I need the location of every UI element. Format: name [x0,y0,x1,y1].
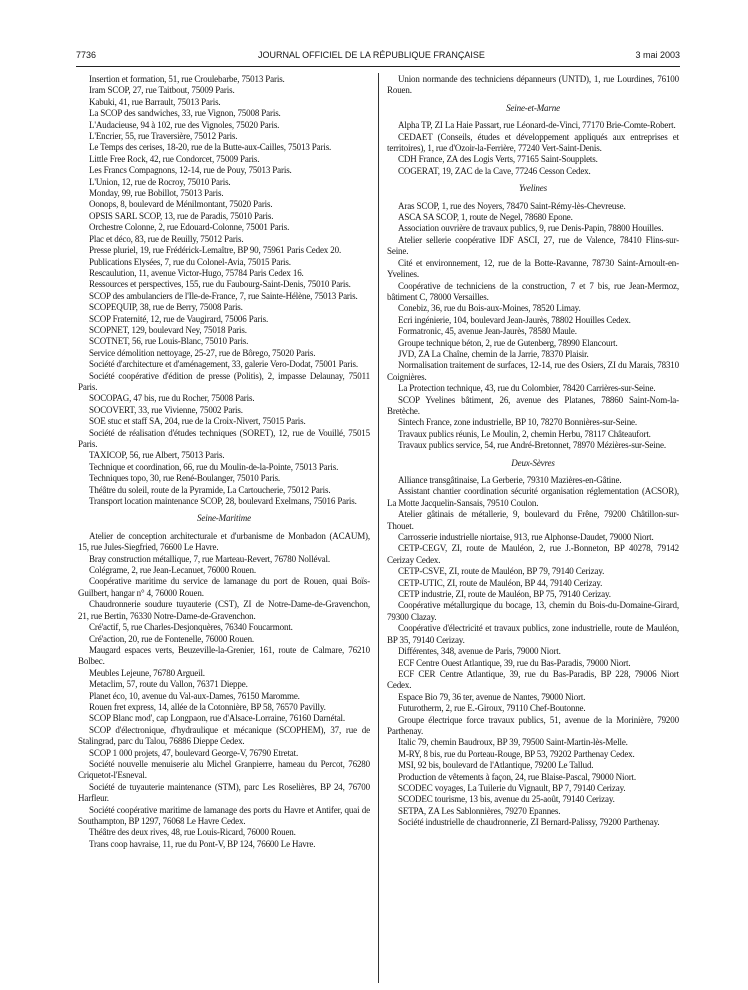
directory-entry: SOE stuc et staff SA, 204, rue de la Croix-Nivert, 75015 Paris. [89,416,306,427]
directory-entry: Travaux publics service, 54, rue André-Bretonnet, 78970 Mézières-sur-Seine. [398,440,666,451]
directory-entry: Trans coop havraise, 11, rue du Pont-V, BP 124, 76600 Le Havre. [89,838,316,849]
directory-entry: SCODEC tourisme, 13 bis, avenue du 25-août, 79140 Cerizay. [398,794,615,805]
directory-entry: Atelier de conception architecturale et d'urbanisme de Monbadon (ACAUM), 15, rue Jules-Siegfried, 76600 Le Havre. [78,530,370,553]
directory-entry: Carrosserie industrielle niortaise, 913, rue Alphonse-Daudet, 79000 Niort. [398,532,654,543]
directory-entry: Société de réalisation d'études techniques (SORET), 12, rue de Vouillé, 75015 Paris. [78,427,370,449]
directory-entry: Théâtre des deux rives, 48, rue Louis-Ricard, 76000 Rouen. [89,827,296,838]
directory-entry: SCOP d'électronique, d'hydraulique et mécanique (SCOPHEM), 37, rue de Stalingrad, parc du Talou, 76886 Dieppe Cedex. [78,724,370,747]
directory-entry: Société nouvelle menuiserie alu Michel Granpierre, hameau du Percot, 76280 Criquetot-l'Esneval. [78,758,370,781]
directory-entry: La SCOP des sandwiches, 33, rue Vignon, 75008 Paris. [89,108,281,119]
directory-entry: Société d'architecture et d'aménagement, 33, galerie Vero-Dodat, 75001 Paris. [89,359,358,370]
directory-entry: CDH France, ZA des Logis Verts, 77165 Saint-Soupplets. [398,154,598,165]
directory-entry: CETP-CSVE, ZI, route de Mauléon, BP 79, 79140 Cerizay. [398,566,605,577]
directory-entry: SCOP Yvelines bâtiment, 26, avenue des Platanes, 78860 Saint-Nom-la-Bretèche. [387,394,679,416]
directory-entry: SETPA, ZA Les Sablonnières, 79270 Epannes. [398,805,561,816]
directory-entry: Conebiz, 36, rue du Bois-aux-Moines, 78520 Limay. [398,303,581,314]
directory-entry: SCOP 1 000 projets, 47, boulevard George-V, 76790 Etretat. [89,747,299,758]
directory-entry: Service démolition nettoyage, 25-27, rue de Bôrego, 75020 Paris. [89,347,316,358]
directory-entry: Assistant chantier coordination sécurité organisation réglementation (ACSOR), La Motte Jacquelin-Sansais, 79510 Coulon. [387,486,679,508]
directory-entry: Metaclim, 57, route du Vallon, 76371 Dieppe. [89,679,248,690]
directory-entry: Atelier gâtinais de métallerie, 9, boulevard du Frêne, 79200 Châtillon-sur-Thouet. [387,509,679,531]
directory-entry: Techniques topo, 30, rue René-Boulanger, 75010 Paris. [89,473,281,484]
directory-entry: Technique et coordination, 66, rue du Moulin-de-la-Pointe, 75013 Paris. [89,461,339,472]
directory-entry: SOCOPAG, 47 bis, rue du Rocher, 75008 Paris. [89,393,255,404]
directory-entry: Chaudronnerie soudure tuyauterie (CST), ZI de Notre-Dame-de-Gravenchon, 21, rue Bertin, 76330 Notre-Dame-de-Gravenchon. [78,599,370,621]
directory-entry: Cré'actif, 5, rue Charles-Desjonquères, 76340 Foucarmont. [89,622,293,633]
right-column [387,74,679,829]
directory-entry: Kabuki, 41, rue Barrault, 75013 Paris. [89,96,221,107]
directory-entry: CEDAET (Conseils, études et développement appliqués aux entreprises et territoires), 1, rue d'Ozoir-la-Ferrière, 77240 Vert-Saint-Denis. [387,131,679,154]
directory-entry: Société de tuyauterie maintenance (STM), parc Les Roselières, BP 24, 76700 Harfleur. [78,781,370,804]
page-number: 7736 [76,50,97,60]
entry-list-seine-et-marne [387,120,679,177]
directory-entry: Plac et déco, 83, rue de Reuilly, 75012 Paris. [89,233,244,244]
directory-entry: L'Union, 12, rue de Rocroy, 75010 Paris. [89,176,231,187]
directory-entry: MSI, 92 bis, boulevard de l'Atlantique, 79200 Le Tallud. [398,760,594,771]
directory-entry: Le Temps des cerises, 18-20, rue de la Butte-aux-Cailles, 75013 Paris. [89,142,332,153]
directory-entry: Coopérative de techniciens de la construction, 7 et 7 bis, rue Jean-Mermoz, bâtiment C, 78000 Versailles. [387,280,679,302]
directory-entry: Oonops, 8, boulevard de Ménilmontant, 75020 Paris. [89,199,273,210]
directory-entry: CETP-CEGV, ZI, route de Mauléon, 2, rue J.-Bonneton, BP 40278, 79142 Cerizay Cedex. [387,543,679,565]
directory-entry: L'Encrier, 55, rue Traversière, 75012 Paris. [89,131,238,142]
directory-entry: L'Audacieuse, 94 à 102, rue des Vignoles, 75020 Paris. [89,119,280,130]
directory-entry: Italic 79, chemin Baudroux, BP 39, 79500 Saint-Martin-lès-Melle. [398,737,628,748]
directory-entry: Coopérative maritime du service de lamanage du port de Rouen, quai Boïs-Guilbert, hangar n° 4, 76000 Rouen. [78,576,370,598]
directory-entry: Cité et environnement, 12, rue de la Botte-Ravanne, 78730 Saint-Arnoult-en-Yvelines. [387,257,679,280]
heading-yvelines: Yvelines [519,183,547,194]
directory-entry: Iram SCOP, 27, rue Taitbout, 75009 Paris. [89,85,235,96]
directory-entry: Ressources et perspectives, 155, rue du Faubourg-Saint-Denis, 75010 Paris. [89,279,351,290]
directory-entry: Société coopérative maritime de lamanage des ports du Havre et Antifer, quai de Southampton, BP 1297, 76068 Le Havre Cedex. [78,804,370,826]
directory-entry: Les Francs Compagnons, 12-14, rue de Pouy, 75013 Paris. [89,165,292,176]
directory-entry: Différentes, 348, avenue de Paris, 79000 Niort. [398,646,561,657]
directory-entry: La Protection technique, 43, rue du Colombier, 78420 Carrières-sur-Seine. [398,383,656,394]
directory-entry: SOCOVERT, 33, rue Vivienne, 75002 Paris. [89,404,243,415]
entry-list-deux-sevres [387,475,679,829]
directory-entry: Formatronic, 45, avenue Jean-Jaurès, 78580 Maule. [398,326,577,337]
header-rule [76,66,680,67]
heading-seine-maritime: Seine-Maritime [197,513,251,524]
directory-entry: COGERAT, 19, ZAC de la Cave, 77246 Cesson Cedex. [398,165,591,176]
directory-entry: Union normande des techniciens dépanneurs (UNTD), 1, rue Lourdines, 76100 Rouen. [387,74,679,96]
directory-entry: SCOPNET, 129, boulevard Ney, 75018 Paris. [89,324,247,335]
directory-entry: Groupe technique béton, 2, rue de Gutenberg, 78990 Elancourt. [398,337,618,348]
directory-entry: Insertion et formation, 51, rue Croulebarbe, 75013 Paris. [89,74,285,84]
entry-list-seine-maritime [78,531,370,850]
directory-entry: TAXICOP, 56, rue Albert, 75013 Paris. [89,450,225,461]
directory-entry: Société industrielle de chaudronnerie, ZI Bernard-Palissy, 79200 Parthenay. [398,817,660,828]
heading-seine-et-marne: Seine-et-Marne [506,102,560,113]
issue-date: 3 mai 2003 [635,50,680,60]
directory-entry: Association ouvrière de travaux publics, 9, rue Denis-Papin, 78800 Houilles. [398,223,664,234]
column-divider [378,73,379,983]
directory-entry: Sintech France, zone industrielle, BP 10, 78270 Bonnières-sur-Seine. [398,417,637,428]
entry-list-paris [78,74,370,507]
directory-entry: ECF Centre Ouest Atlantique, 39, rue du Bas-Paradis, 79000 Niort. [398,657,631,668]
directory-entry: Atelier sellerie coopérative IDF ASCI, 27, rue de Valence, 78410 Flins-sur-Seine. [387,234,679,257]
directory-entry: Meubles Lejeune, 76780 Argueil. [89,667,205,678]
directory-entry: Monday, 99, rue Bobillot, 75013 Paris. [89,188,224,199]
directory-entry: Société coopérative d'édition de presse (Politis), 2, impasse Delaunay, 75011 Paris. [78,370,370,392]
left-column [78,74,370,850]
directory-entry: SCOTNET, 56, rue Louis-Blanc, 75010 Paris. [89,336,249,347]
directory-entry: CETP industrie, ZI, route de Mauléon, BP 75, 79140 Cerizay. [398,589,611,600]
directory-entry: Travaux publics réunis, Le Moulin, 2, chemin Herbu, 78117 Châteaufort. [398,428,651,439]
directory-entry: ASCA SA SCOP, 1, route de Negel, 78680 Epone. [398,212,573,223]
directory-entry: Ecri ingénierie, 104, boulevard Jean-Jaurès, 78802 Houilles Cedex. [398,314,631,325]
directory-entry: Publications Elysées, 7, rue du Colonel-Avia, 75015 Paris. [89,256,291,267]
directory-entry: Production de vêtements à façon, 24, rue Blaise-Pascal, 79000 Niort. [398,771,636,782]
directory-entry: Coopérative d'électricité et travaux publics, zone industrielle, route de Mauléon, BP 35, 79140 Cerizay. [387,623,679,645]
directory-entry: Presse pluriel, 19, rue Frédérick-Lemaître, BP 90, 75961 Paris Cedex 20. [89,245,342,256]
directory-entry: Futurotherm, 2, rue E.-Giroux, 79110 Chef-Boutonne. [398,703,586,714]
directory-entry: Espace Bio 79, 36 ter, avenue de Nantes, 79000 Niort. [398,691,586,702]
directory-entry: SCOP Fraternité, 12, rue de Vaugirard, 75006 Paris. [89,313,269,324]
directory-entry: SCOP des ambulanciers de l'Ile-de-France, 7, rue Sainte-Hélène, 75013 Paris. [89,290,358,301]
directory-entry: CETP-UTIC, ZI, route de Mauléon, BP 44, 79140 Cerizay. [398,577,603,588]
directory-entry: Aras SCOP, 1, rue des Noyers, 78470 Saint-Rémy-lès-Chevreuse. [398,200,626,211]
directory-entry: SCODEC voyages, La Tuilerie du Vignault, BP 7, 79140 Cerizay. [398,782,626,793]
entry-list-rouen-continued [387,74,679,97]
directory-entry: Alpha TP, ZI La Haie Passart, rue Léonard-de-Vinci, 77170 Brie-Comte-Robert. [398,120,676,131]
directory-entry: Alliance transgâtinaise, La Gerberie, 79310 Mazières-en-Gâtine. [398,475,622,485]
directory-entry: Colégrame, 2, rue Jean-Lecanuet, 76000 Rouen. [89,565,256,576]
directory-entry: Planet éco, 10, avenue du Val-aux-Dames, 76150 Maromme. [89,690,300,701]
directory-entry: Normalisation traitement de surfaces, 12-14, rue des Osiers, ZI du Marais, 78310 Coignières. [387,360,679,382]
directory-entry: SCOPEQUIP, 38, rue de Berry, 75008 Paris. [89,302,243,313]
journal-title: JOURNAL OFFICIEL DE LA RÉPUBLIQUE FRANÇAISE [258,50,485,60]
directory-entry: Bray construction métallique, 7, rue Marteau-Revert, 76780 Nolléval. [89,553,330,564]
directory-entry: Little Free Rock, 42, rue Condorcet, 75009 Paris. [89,153,260,164]
heading-deux-sevres: Deux-Sèvres [511,457,555,468]
entry-list-yvelines [387,201,679,452]
page-header [76,50,680,64]
directory-entry: M-RY, 8 bis, rue du Porteau-Rouge, BP 53, 79202 Parthenay Cedex. [398,748,635,759]
directory-entry: Orchestre Colonne, 2, rue Edouard-Colonne, 75001 Paris. [89,222,290,233]
directory-entry: Maugard espaces verts, Beuzeville-la-Grenier, 161, route de Calmare, 76210 Bolbec. [78,644,370,667]
directory-entry: Cré'action, 20, rue de Fontenelle, 76000 Rouen. [89,633,255,644]
directory-entry: Groupe électrique force travaux publics, 51, avenue de la Morinière, 79200 Parthenay. [387,714,679,736]
directory-entry: Rescaulution, 11, avenue Victor-Hugo, 75784 Paris Cedex 16. [89,267,304,278]
directory-entry: ECF CER Centre Atlantique, 39, rue du Bas-Paradis, BP 228, 79006 Niort Cedex. [387,668,679,691]
directory-entry: OPSIS SARL SCOP, 13, rue de Paradis, 75010 Paris. [89,210,274,221]
directory-entry: Transport location maintenance SCOP, 28, boulevard Exelmans, 75016 Paris. [89,496,357,507]
directory-entry: Rouen fret express, 14, allée de la Cotonnière, BP 58, 76570 Pavilly. [89,701,326,712]
directory-entry: Théâtre du soleil, route de la Pyramide, La Cartoucherie, 75012 Paris. [89,484,331,495]
directory-entry: SCOP Blanc mod', cap Longpaon, rue d'Alsace-Lorraine, 76160 Darnétal. [89,713,345,724]
directory-entry: JVD, ZA La Chaîne, chemin de la Jarrie, 78370 Plaisir. [398,348,589,359]
directory-entry: Coopérative métallurgique du bocage, 13, chemin du Bois-du-Domaine-Girard, 79300 Clazay. [387,600,679,622]
